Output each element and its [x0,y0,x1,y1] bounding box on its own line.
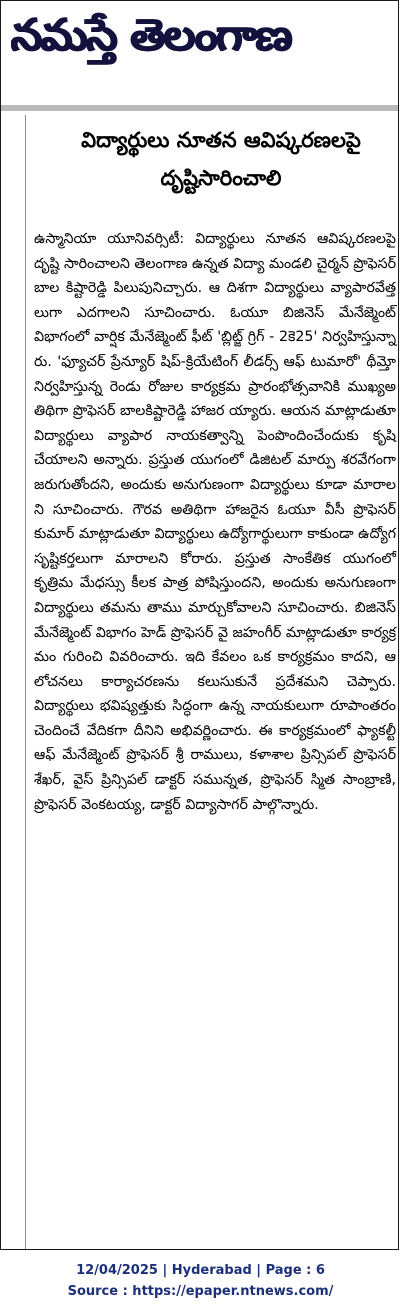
source-link[interactable]: Source : https://epaper.ntnews.com/ [67,1284,334,1299]
article-column [25,115,396,1250]
page-footer [0,1260,401,1302]
article-body: ఉస్మానియా యూనివర్సిటీ: విద్యార్థులు నూతన ఆవిష్కరణలపై దృష్టి సారించాలని తెలంగాణ ఉన్నత విద్యా మండలి చైర్మన్ ప్రొఫెసర్ బాల కిష్టారెడ్డి పిలుపునిచ్చారు. ఆ దిశగా విద్యార్థులు వ్యాపారవేత్తలుగా ఎదగాలని సూచించారు. ఓయూ బిజినెస్ మేనేజ్మెంట్ విభాగంలో వార్షిక మేనేజ్మెంట్ ఫీట్ 'బ్లిట్జ్ గ్రిగ్ - 2కె25' నిర్వహిస్తున్నా రు. 'ఫ్యూచర్ ప్రేన్యూర్ షిప్-క్రియేటింగ్ లీడర్స్ ఆఫ్ టుమారో' థీమ్తో నిర్వహిస్తున్న రెండు రోజుల కార్యక్రమ ప్రారంభోత్సవానికి ముఖ్యఅతిథిగా ప్రొఫెసర్ బాలకిష్టారెడ్డి హాజర య్యారు. ఆయన మాట్లాడుతూ విద్యార్థులు వ్యాపార నాయకత్వాన్ని పెంపొందించేందుకు కృషి చేయాలని అన్నారు. ప్రస్తుత యుగంలో డిజిటల్ మార్పు శరవేగంగా జరుగుతోందని, అందుకు అనుగుణంగా విద్యార్థులు కూడా మారాలని సూచించారు. గౌరవ అతిథిగా హాజరైన ఓయూ వీసీ ప్రొఫెసర్ కుమార్ మాట్లాడుతూ విద్యార్థులు ఉద్యోగార్థులుగా కాకుండా ఉద్యోగ సృష్టికర్తలుగా మారాలని కోరారు. ప్రస్తుత సాంకేతిక యుగంలో కృత్రిమ మేధస్సు కీలక పాత్ర పోషిస్తుందని, అందుకు అనుగుణంగా విద్యార్థులు తమను తాము మార్చుకోవాలని సూచించారు. బిజినెస్ మేనేజ్మెంట్ విభాగం హెడ్ ప్రొఫెసర్ వై జహంగీర్ మాట్లాడుతూ కార్యక్రమం గురించి వివరించారు. ఇది కేవలం ఒక కార్యక్రమం కాదని, ఆలోచనలు కార్యాచరణను కలుసుకునే ప్రదేశమని చెప్పారు. విద్యార్థులు భవిష్యత్తుకు సిద్ధంగా ఉన్న నాయకులుగా రూపాంతరం చెందించే వేదికగా దీనిని అభివర్ణించారు. ఈ కార్యక్రమంలో ఫ్యాకల్టీ ఆఫ్ మేనేజ్మెంట్ ప్రొఫెసర్ శ్రీ రాములు, కళాశాల ప్రిన్సిపల్ ప్రొఫెసర్ శేఖర్, వైస్ ప్రిన్సిపల్ డాక్టర్ సమున్నత, ప్రొఫెసర్ స్మిత సాంబ్రాణి, ప్రొఫెసర్ వెంకటయ్య, డాక్టర్ విద్యాసాగర్ పాల్గొన్నారు. [34,231,396,813]
header-rule [1,105,399,111]
article-headline: విద్యార్థులు నూతన ఆవిష్కరణలపై దృష్టిసారించాలి [81,128,361,190]
newspaper-masthead: నమస్తే తెలంగాణ [11,10,292,61]
edition-info: 12/04/2025 | Hyderabad | Page : 6 [76,1263,325,1278]
